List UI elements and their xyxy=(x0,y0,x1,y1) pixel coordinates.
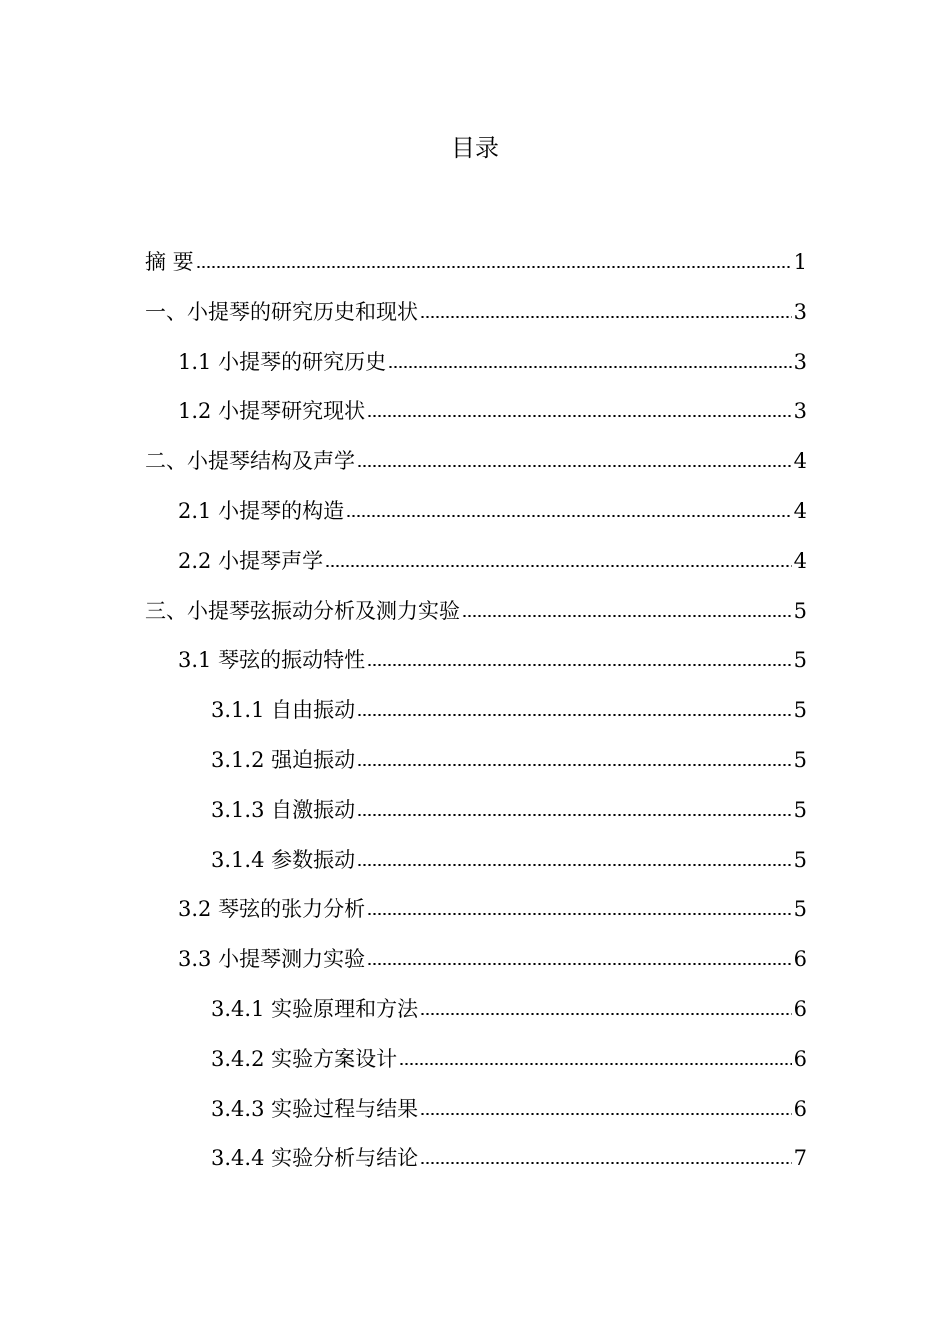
toc-entry[interactable] xyxy=(145,487,807,537)
toc-entry-page: 5 xyxy=(793,698,807,723)
toc-title: 目录 xyxy=(451,134,499,162)
toc-entry-page: 7 xyxy=(793,1146,807,1171)
toc-dot-leader xyxy=(357,764,792,766)
toc-dot-leader xyxy=(367,415,792,417)
toc-entry[interactable] xyxy=(145,885,807,935)
toc-entry-page: 6 xyxy=(793,1046,807,1071)
toc-entry-page: 5 xyxy=(793,797,807,822)
toc-dot-leader xyxy=(196,266,792,268)
toc-entry-page: 3 xyxy=(793,399,807,424)
toc-entry-label: 3.1.3 自激振动 xyxy=(211,797,356,822)
toc-entry[interactable] xyxy=(145,1035,807,1085)
toc-entry-page: 5 xyxy=(793,897,807,922)
toc-entry[interactable] xyxy=(145,686,807,736)
toc-entry[interactable] xyxy=(145,387,807,437)
toc-entry-label: 3.4.3 实验过程与结果 xyxy=(211,1096,419,1121)
toc-entry-page: 1 xyxy=(793,250,807,274)
toc-entry[interactable] xyxy=(145,836,807,886)
toc-entry[interactable] xyxy=(145,238,807,288)
toc-entry-label: 三、小提琴弦振动分析及测力实验 xyxy=(145,598,460,623)
toc-dot-leader xyxy=(420,1013,792,1015)
toc-entry-page: 4 xyxy=(793,548,807,573)
toc-entry-page: 3 xyxy=(793,299,807,324)
toc-entry-page: 5 xyxy=(793,747,807,772)
toc-entry-label: 3.1.1 自由振动 xyxy=(211,698,356,723)
toc-list xyxy=(145,238,807,1184)
toc-dot-leader xyxy=(325,565,792,567)
toc-entry-page: 4 xyxy=(793,498,807,523)
toc-entry-label: 3.4.2 实验方案设计 xyxy=(211,1046,398,1071)
toc-entry-label: 3.1.2 强迫振动 xyxy=(211,747,356,772)
toc-entry-page: 6 xyxy=(793,996,807,1021)
toc-entry[interactable] xyxy=(145,288,807,338)
toc-entry-page: 6 xyxy=(793,947,807,972)
toc-dot-leader xyxy=(462,615,792,617)
toc-dot-leader xyxy=(367,664,792,666)
toc-entry-label: 3.2 琴弦的张力分析 xyxy=(178,897,366,922)
toc-dot-leader xyxy=(420,1113,792,1115)
toc-entry[interactable] xyxy=(145,1134,807,1184)
toc-entry[interactable] xyxy=(145,537,807,587)
toc-entry-page: 5 xyxy=(793,648,807,673)
toc-entry-label: 2.1 小提琴的构造 xyxy=(178,498,345,523)
toc-entry-label: 1.1 小提琴的研究历史 xyxy=(178,349,387,374)
toc-dot-leader xyxy=(367,913,792,915)
toc-entry-page: 5 xyxy=(793,598,807,623)
toc-dot-leader xyxy=(357,814,792,816)
toc-dot-leader xyxy=(357,714,792,716)
toc-entry-label: 2.2 小提琴声学 xyxy=(178,548,324,573)
toc-entry-label: 1.2 小提琴研究现状 xyxy=(178,399,366,424)
toc-entry-page: 6 xyxy=(793,1096,807,1121)
toc-entry[interactable] xyxy=(145,636,807,686)
toc-dot-leader xyxy=(357,465,792,467)
toc-entry[interactable] xyxy=(145,338,807,388)
toc-entry-label: 3.1.4 参数振动 xyxy=(211,847,356,872)
toc-dot-leader xyxy=(399,1063,792,1065)
toc-dot-leader xyxy=(420,316,792,318)
toc-entry-label: 3.4.1 实验原理和方法 xyxy=(211,996,419,1021)
toc-entry[interactable] xyxy=(145,587,807,637)
toc-entry-label: 3.4.4 实验分析与结论 xyxy=(211,1146,419,1171)
toc-dot-leader xyxy=(420,1162,792,1164)
toc-dot-leader xyxy=(367,963,792,965)
toc-entry[interactable] xyxy=(145,786,807,836)
toc-entry-page: 3 xyxy=(793,349,807,374)
toc-dot-leader xyxy=(357,864,792,866)
toc-dot-leader xyxy=(388,366,792,368)
toc-dot-leader xyxy=(346,515,792,517)
toc-entry-label: 3.3 小提琴测力实验 xyxy=(178,947,366,972)
toc-entry-label: 3.1 琴弦的振动特性 xyxy=(178,648,366,673)
toc-entry[interactable] xyxy=(145,935,807,985)
toc-entry-label: 二、小提琴结构及声学 xyxy=(145,449,355,474)
toc-entry-page: 5 xyxy=(793,847,807,872)
toc-entry[interactable] xyxy=(145,437,807,487)
toc-entry-label: 摘 要 xyxy=(145,250,194,274)
toc-entry-page: 4 xyxy=(793,449,807,474)
toc-entry[interactable] xyxy=(145,736,807,786)
toc-entry-label: 一、小提琴的研究历史和现状 xyxy=(145,299,418,324)
toc-entry[interactable] xyxy=(145,985,807,1035)
toc-entry[interactable] xyxy=(145,1085,807,1135)
